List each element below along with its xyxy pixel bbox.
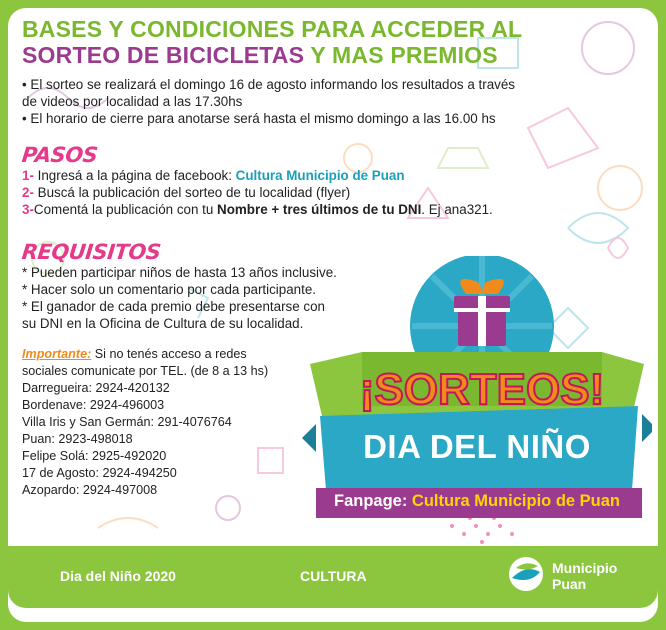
step-3: [22, 201, 652, 218]
step-text: Buscá la publicación del sorteo de tu localidad (flyer): [33, 185, 351, 200]
requirement-line: * Hacer solo un comentario por cada participante.: [22, 282, 317, 297]
dia-del-nino-text: DIA DEL NIÑO: [363, 428, 591, 465]
intro-line: • El sorteo se realizará el domingo 16 de agosto informando los resultados a través: [22, 77, 515, 92]
title-line-2: Y MAS PREMIOS: [304, 42, 498, 68]
important-text: sociales comunicate por TEL. (de 8 a 13 hs): [22, 364, 269, 378]
requirement-line: su DNI en la Oficina de Cultura de su localidad.: [22, 316, 304, 331]
footer-bar: [8, 546, 658, 608]
fanpage-label: Fanpage:: [333, 492, 412, 510]
logo-line-1: Municipio: [552, 560, 618, 576]
title-highlight: SORTEO DE BICICLETAS: [22, 42, 305, 68]
page-title: [22, 16, 652, 68]
logo-line-2: Puan: [552, 576, 587, 592]
step-number: 2-: [22, 185, 34, 200]
step-text: Comentá la publicación con tu: [33, 202, 218, 217]
step-text-end: . Ej ana321.: [421, 202, 493, 217]
fanpage-text: [302, 492, 652, 511]
promo-graphic: [302, 256, 652, 556]
intro-line: de videos por localidad a las 17.30hs: [22, 94, 243, 109]
flyer-card: [8, 8, 658, 622]
municipio-logo: [506, 554, 646, 600]
phone-line: Felipe Solá: 2925-492020: [22, 449, 167, 463]
step-2: [22, 184, 652, 201]
important-label: Importante:: [22, 347, 92, 361]
intro-bullets: [22, 76, 652, 127]
requisitos-heading: REQUISITOS: [20, 240, 162, 264]
step-number: 1-: [22, 168, 34, 183]
pasos-heading: PASOS: [20, 143, 99, 167]
sorteos-text: ¡SORTEOS!: [359, 365, 605, 414]
phone-line: 17 de Agosto: 2924-494250: [22, 466, 177, 480]
footer-area: CULTURA: [300, 568, 367, 584]
intro-line: • El horario de cierre para anotarse será hasta el mismo domingo a las 16.00 hs: [22, 111, 496, 126]
step-number: 3-: [22, 202, 34, 217]
requirement-line: * El ganador de cada premio debe presentarse con: [22, 299, 325, 314]
facebook-page-link[interactable]: Cultura Municipio de Puan: [235, 168, 405, 183]
step-1: [22, 167, 652, 184]
step-bold-text: Nombre + tres últimos de tu DNI: [217, 202, 422, 217]
municipio-logo-icon: [506, 554, 546, 594]
requirement-line: * Pueden participar niños de hasta 13 años inclusive.: [22, 265, 337, 280]
important-text: Si no tenés acceso a redes: [91, 347, 247, 361]
promo-art: [302, 256, 652, 556]
title-line-1: BASES Y CONDICIONES PARA ACCEDER AL: [22, 16, 523, 42]
phone-line: Darregueira: 2924-420132: [22, 381, 170, 395]
fanpage-name[interactable]: Cultura Municipio de Puan: [411, 492, 621, 510]
step-text: Ingresá a la página de facebook:: [33, 168, 236, 183]
footer-event: Dia del Niño 2020: [60, 568, 176, 584]
phone-line: Villa Iris y San Germán: 291-4076764: [22, 415, 232, 429]
steps-list: [22, 167, 652, 218]
phone-line: Bordenave: 2924-496003: [22, 398, 165, 412]
phone-line: Azopardo: 2924-497008: [22, 483, 158, 497]
phone-line: Puan: 2923-498018: [22, 432, 133, 446]
